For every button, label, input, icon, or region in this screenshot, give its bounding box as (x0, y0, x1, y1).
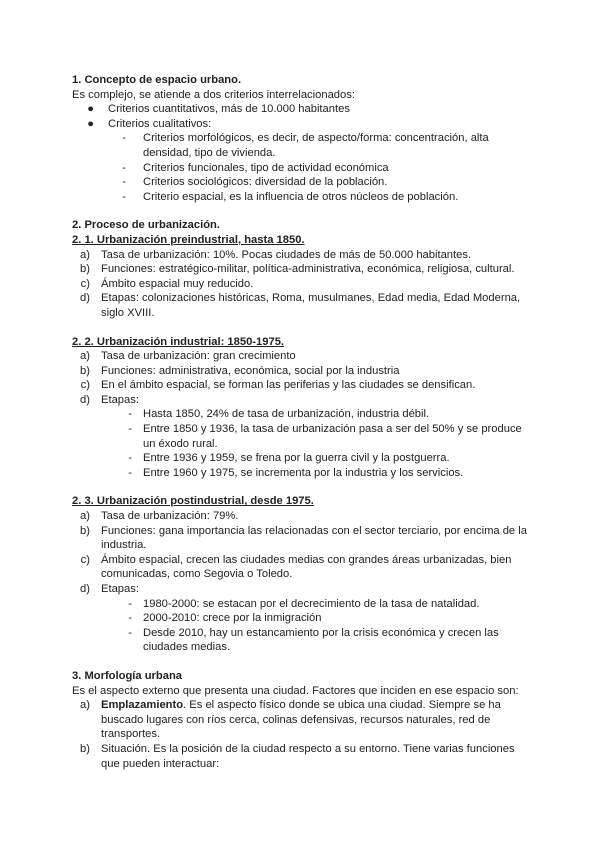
bullet-icon: ● (87, 103, 94, 116)
sub-item-text: Criterios funcionales, tipo de actividad económica (143, 161, 389, 174)
list-item (72, 248, 532, 263)
list-item (72, 364, 532, 379)
list-item (72, 393, 532, 408)
sub-item-text: Criterios morfológicos, es decir, de aspecto/forma: concentración, alta densidad, tipo de vivienda. (143, 132, 489, 159)
sub-item (72, 190, 532, 205)
list-item-text: Tasa de urbanización: 10%. Pocas ciudades de más de 50.000 habitantes. (101, 248, 472, 261)
list-item-text: Ámbito espacial muy reducido. (101, 277, 254, 290)
dash-icon: - (122, 132, 126, 145)
dash-icon: - (122, 176, 126, 189)
sub-item (72, 451, 532, 466)
list-item (72, 553, 532, 582)
list-item (72, 524, 532, 553)
list-marker: c) (80, 277, 90, 290)
list-marker: d) (80, 393, 90, 406)
subsection-2-3-title: 2. 3. Urbanización postindustrial, desde 1975. (72, 495, 314, 508)
sub-item-text: Entre 1936 y 1959, se frena por la guerra civil y la postguerra. (143, 452, 450, 465)
list-marker: a) (80, 350, 90, 363)
term-emplazamiento: Emplazamiento (101, 699, 184, 712)
list-item (72, 277, 532, 292)
list-marker: a) (80, 699, 90, 712)
list-marker: d) (80, 583, 90, 595)
document-page (72, 73, 532, 771)
list-item (72, 349, 532, 364)
subsection-2-2-title: 2. 2. Urbanización industrial: 1850-1975. (72, 335, 285, 348)
sub-item (72, 175, 532, 190)
dash-icon: - (128, 626, 132, 639)
sub-item-text: 1980-2000: se estacan por el decrecimiento de la tasa de natalidad. (143, 597, 480, 610)
sub-item-text: Entre 1850 y 1936, la tasa de urbanización pasa a ser del 50% y se produce un éxodo rural. (143, 423, 522, 450)
bullet-icon: ● (87, 117, 94, 130)
sub-item (72, 626, 532, 655)
section-1-title: 1. Concepto de espacio urbano. (72, 74, 242, 86)
list-item-text: Funciones: gana importancia las relacionadas con el sector terciario, por encima de la industria. (101, 524, 527, 552)
list-item-text: Tasa de urbanización: gran crecimiento (101, 350, 296, 363)
bullet-text: Criterios cualitativos: (108, 117, 212, 130)
list-item (72, 582, 532, 597)
sub-item (72, 597, 532, 612)
list-item-text: Etapas: colonizaciones históricas, Roma, musulmanes, Edad media, Edad Moderna, siglo XVIII. (101, 292, 521, 319)
term-description: . Es el aspecto físico donde se ubica una ciudad. Siempre se ha buscado lugares con ríos cerca, colinas defensivas, recursos naturales, red de transportes. (101, 699, 501, 741)
sub-item (72, 611, 532, 626)
dash-icon: - (128, 612, 132, 625)
sub-item (72, 422, 532, 451)
list-item-text: Etapas: (101, 393, 139, 406)
dash-icon: - (122, 190, 126, 203)
list-item (72, 509, 532, 524)
list-marker: c) (80, 553, 90, 566)
list-marker: d) (80, 292, 90, 305)
list-item (72, 262, 532, 277)
list-item-text: En el ámbito espacial, se forman las periferias y las ciudades se densifican. (101, 379, 476, 392)
list-marker: b) (80, 364, 90, 377)
list-item (72, 378, 532, 393)
dash-icon: - (128, 423, 132, 436)
list-item (72, 291, 532, 320)
dash-icon: - (128, 408, 132, 421)
sub-item-text: Hasta 1850, 24% de tasa de urbanización, industria débil. (143, 408, 430, 421)
sub-item (72, 131, 532, 160)
section-3-title: 3. Morfología urbana (72, 669, 183, 682)
bullet-item (72, 102, 532, 117)
bullet-text: Criterios cuantitativos, más de 10.000 habitantes (108, 103, 350, 116)
list-marker: c) (80, 379, 90, 392)
sub-item-text: 2000-2010: crece por la inmigración (143, 612, 322, 625)
list-item-text: Etapas: (101, 583, 139, 595)
section-2-title: 2. Proceso de urbanización. (72, 219, 220, 232)
list-item-text: Tasa de urbanización: 79%. (101, 510, 239, 523)
subsection-2-1-title: 2. 1. Urbanización preindustrial, hasta 1850. (72, 233, 305, 246)
list-marker: b) (80, 524, 90, 537)
sub-item (72, 161, 532, 176)
sub-item-text: Criterios sociológicos: diversidad de la población. (143, 176, 388, 189)
section-1-intro: Es complejo, se atiende a dos criterios interrelacionados: (72, 88, 355, 101)
dash-icon: - (128, 452, 132, 465)
list-marker: b) (80, 263, 90, 276)
list-item-text: Funciones: estratégico-militar, política-administrativa, económica, religiosa, cultural. (101, 263, 515, 276)
list-item (72, 698, 532, 742)
list-item-text: Funciones: administrativa, económica, social por la industria (101, 364, 400, 377)
sub-item-text: Criterio espacial, es la influencia de otros núcleos de población. (143, 190, 459, 203)
list-marker: a) (80, 248, 90, 261)
sub-item (72, 407, 532, 422)
bullet-item (72, 117, 532, 132)
list-marker: a) (80, 510, 90, 523)
sub-item-text: Entre 1960 y 1975, se incrementa por la industria y los servicios. (143, 466, 464, 479)
list-item-text: Situación. Es la posición de la ciudad respecto a su entorno. Tiene varias funciones que pueden interactuar: (101, 742, 515, 770)
dash-icon: - (122, 161, 126, 174)
section-3-intro: Es el aspecto externo que presenta una ciudad. Factores que inciden en ese espacio son: (72, 684, 519, 697)
dash-icon: - (128, 466, 132, 479)
list-marker: b) (80, 742, 90, 755)
list-item-text (101, 698, 532, 742)
sub-item-text: Desde 2010, hay un estancamiento por la crisis económica y crecen las ciudades medias. (143, 626, 499, 654)
list-item-text: Ámbito espacial, crecen las ciudades medias con grandes áreas urbanizadas, bien comunicadas, como Segovia o Toledo. (101, 553, 512, 581)
sub-item (72, 466, 532, 481)
dash-icon: - (128, 597, 132, 610)
list-item (72, 742, 532, 771)
